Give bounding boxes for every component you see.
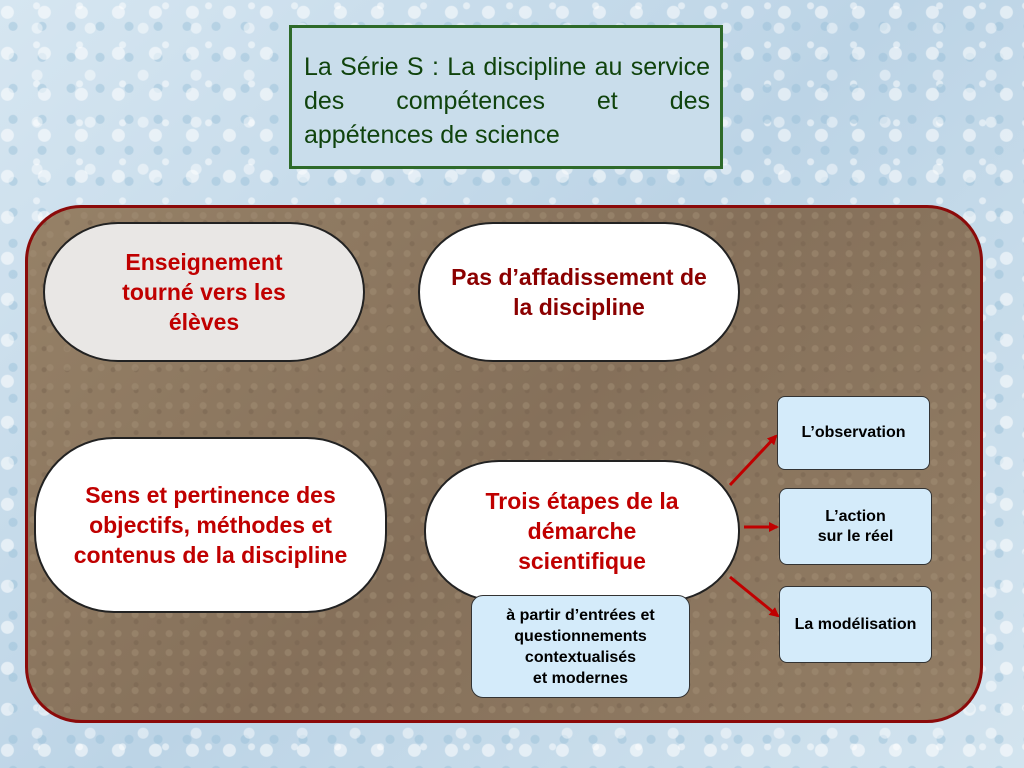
step-action-line1: L’action [825, 507, 886, 525]
oval-teaching-label: Enseignement tourné vers les élèves [122, 249, 286, 335]
step-observation-label: L’observation [801, 424, 906, 441]
context-line3: contextualisés [524, 648, 637, 666]
step-modeling-label: La modélisation [794, 615, 917, 633]
oval-steps-label: Trois étapes de la démarche scientifique [485, 488, 679, 574]
step-observation [777, 396, 930, 470]
context-line4: et modernes [532, 669, 629, 687]
oval-meaning [34, 437, 387, 613]
context-line1: à partir d’entrées et [506, 606, 655, 624]
step-action-line2: sur le réel [817, 527, 894, 545]
title-box [289, 25, 723, 169]
step-modeling [779, 586, 932, 663]
slide-title: La Série S : La discipline au service des compétences et des appétences de science [304, 53, 710, 149]
context-box [471, 595, 690, 698]
oval-teaching [43, 222, 365, 362]
oval-meaning-label: Sens et pertinence des objectifs, méthodes et contenus de la discipline [73, 482, 348, 568]
context-line2: questionnements [514, 627, 647, 645]
step-action [779, 488, 932, 565]
oval-steps [424, 460, 740, 602]
oval-no-dilution-label: Pas d’affadissement de la discipline [451, 264, 707, 320]
oval-no-dilution [418, 222, 740, 362]
